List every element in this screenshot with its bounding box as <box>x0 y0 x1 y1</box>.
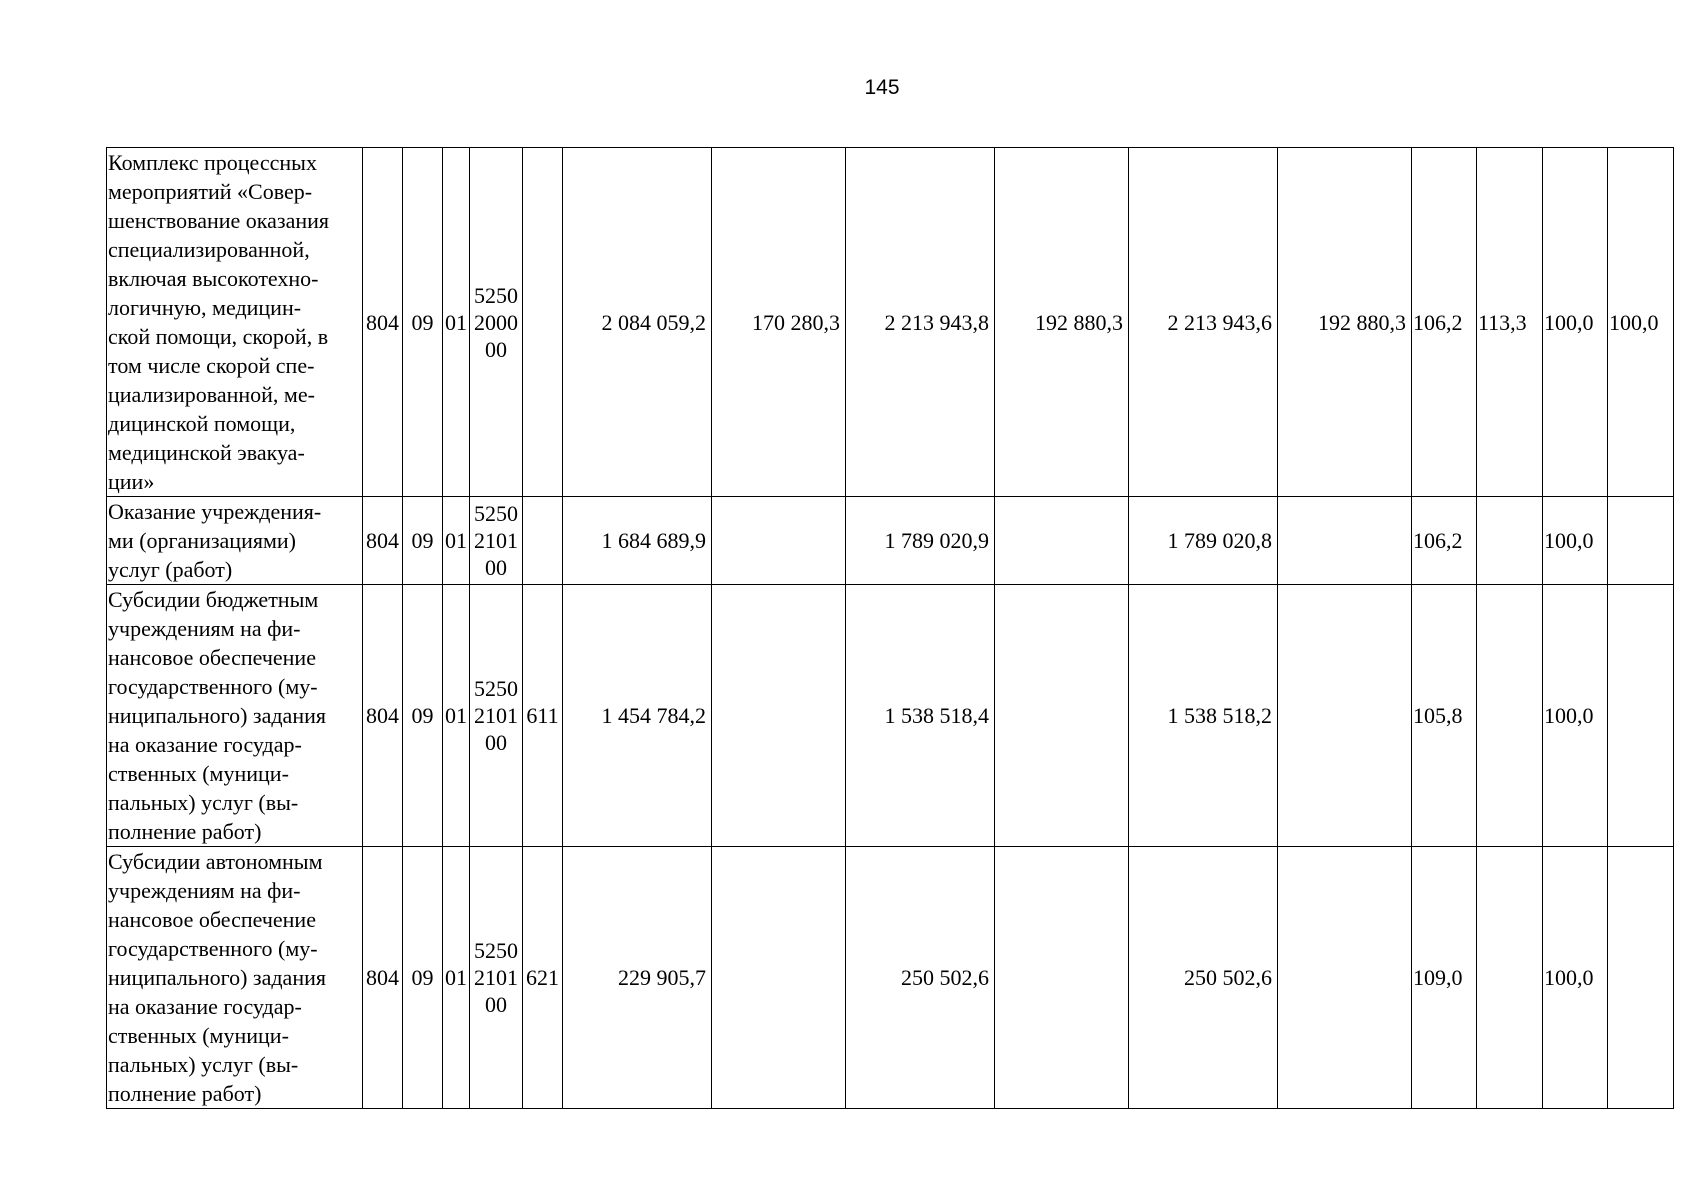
name-line: ственных (муници- <box>108 1023 289 1048</box>
amount-cell: 2 084 059,2 <box>563 148 712 497</box>
percent-cell: 100,0 <box>1543 585 1608 847</box>
name-line: полнение работ) <box>108 819 262 844</box>
amount-cell: 1 789 020,9 <box>846 497 995 585</box>
table-row <box>107 497 1674 585</box>
subsection-code-cell: 01 <box>443 585 470 847</box>
amount-cell: 229 905,7 <box>563 847 712 1109</box>
row-name-cell <box>107 497 363 585</box>
expense-type-cell <box>523 148 563 497</box>
target-article-line: 2101 <box>474 528 518 553</box>
amount-cell <box>1278 585 1412 847</box>
name-line: на оказание государ- <box>108 732 302 757</box>
target-article-line: 2000 <box>474 309 518 335</box>
name-line: услуг (работ) <box>108 557 233 582</box>
target-article-line: 5250 <box>474 501 518 526</box>
expense-type-cell: 621 <box>523 847 563 1109</box>
target-article-cell <box>470 148 523 497</box>
name-line: государственного (му- <box>108 674 318 699</box>
target-article-line: 00 <box>485 992 507 1017</box>
table-row <box>107 847 1674 1109</box>
amount-cell: 1 789 020,8 <box>1129 497 1278 585</box>
percent-cell: 109,0 <box>1412 847 1477 1109</box>
grbs-code-cell: 804 <box>363 497 403 585</box>
name-line: циализированной, ме- <box>108 382 315 407</box>
name-line: учреждениям на фи- <box>108 878 301 903</box>
section-code-cell: 09 <box>403 497 443 585</box>
grbs-code-cell: 804 <box>363 148 403 497</box>
section-code-cell: 09 <box>403 585 443 847</box>
percent-cell <box>1477 847 1543 1109</box>
percent-cell: 100,0 <box>1543 847 1608 1109</box>
percent-cell: 106,2 <box>1412 148 1477 497</box>
amount-cell <box>712 585 846 847</box>
target-article-line: 5250 <box>474 676 518 701</box>
percent-cell: 113,3 <box>1477 148 1543 497</box>
name-line: Субсидии автономным <box>108 849 323 874</box>
amount-cell: 1 538 518,4 <box>846 585 995 847</box>
name-line: ции» <box>108 469 155 494</box>
name-line: Оказание учреждения- <box>108 499 322 524</box>
amount-cell: 1 684 689,9 <box>563 497 712 585</box>
target-article-line: 5250 <box>474 282 518 308</box>
row-name-cell <box>107 585 363 847</box>
name-line: ниципального) задания <box>108 965 326 990</box>
amount-cell: 192 880,3 <box>1278 148 1412 497</box>
amount-cell <box>1278 497 1412 585</box>
percent-cell <box>1608 847 1674 1109</box>
amount-cell: 170 280,3 <box>712 148 846 497</box>
name-line: дицинской помощи, <box>108 411 296 436</box>
expense-type-cell: 611 <box>523 585 563 847</box>
subsection-code-cell: 01 <box>443 847 470 1109</box>
percent-cell <box>1608 497 1674 585</box>
table-row <box>107 585 1674 847</box>
subsection-code-cell: 01 <box>443 497 470 585</box>
percent-cell: 106,2 <box>1412 497 1477 585</box>
name-line: логичную, медицин- <box>108 295 302 320</box>
name-line: на оказание государ- <box>108 994 302 1019</box>
name-line: государственного (му- <box>108 936 318 961</box>
target-article-line: 5250 <box>474 938 518 963</box>
name-line: ниципального) задания <box>108 703 326 728</box>
target-article-line: 00 <box>485 555 507 580</box>
budget-table <box>106 147 1674 1109</box>
grbs-code-cell: 804 <box>363 585 403 847</box>
target-article-line: 2101 <box>474 965 518 990</box>
subsection-code-cell: 01 <box>443 148 470 497</box>
percent-cell: 100,0 <box>1608 148 1674 497</box>
name-line: учреждениям на фи- <box>108 616 301 641</box>
name-line: ми (организациями) <box>108 528 296 553</box>
amount-cell: 250 502,6 <box>1129 847 1278 1109</box>
amount-cell <box>995 847 1129 1109</box>
name-line: ской помощи, скорой, в <box>108 324 329 349</box>
name-line: специализированной, <box>108 237 310 262</box>
target-article-line: 00 <box>485 336 507 362</box>
name-line: нансовое обеспечение <box>108 907 316 932</box>
name-line: включая высокотехно- <box>108 266 319 291</box>
page-number: 145 <box>864 76 900 99</box>
target-article-cell <box>470 497 523 585</box>
row-name-cell <box>107 148 363 497</box>
name-line: медицинской эвакуа- <box>108 440 305 465</box>
name-line: шенствование оказания <box>108 208 330 233</box>
name-line: полнение работ) <box>108 1081 262 1106</box>
percent-cell: 100,0 <box>1543 497 1608 585</box>
target-article-line: 00 <box>485 730 507 755</box>
target-article-line: 2101 <box>474 703 518 728</box>
amount-cell <box>712 497 846 585</box>
amount-cell <box>1278 847 1412 1109</box>
name-line: том числе скорой спе- <box>108 353 315 378</box>
target-article-cell <box>470 847 523 1109</box>
amount-cell: 250 502,6 <box>846 847 995 1109</box>
table-row <box>107 148 1674 497</box>
name-line: нансовое обеспечение <box>108 645 316 670</box>
target-article-cell <box>470 585 523 847</box>
amount-cell <box>712 847 846 1109</box>
grbs-code-cell: 804 <box>363 847 403 1109</box>
section-code-cell: 09 <box>403 148 443 497</box>
percent-cell: 105,8 <box>1412 585 1477 847</box>
percent-cell <box>1477 585 1543 847</box>
name-line: Субсидии бюджетным <box>108 587 319 612</box>
name-line: Комплекс процессных <box>108 150 317 175</box>
amount-cell <box>995 497 1129 585</box>
name-line: пальных) услуг (вы- <box>108 790 299 815</box>
name-line: ственных (муници- <box>108 761 289 786</box>
percent-cell <box>1608 585 1674 847</box>
name-line: пальных) услуг (вы- <box>108 1052 299 1077</box>
row-name-cell <box>107 847 363 1109</box>
percent-cell: 100,0 <box>1543 148 1608 497</box>
section-code-cell: 09 <box>403 847 443 1109</box>
amount-cell: 192 880,3 <box>995 148 1129 497</box>
amount-cell: 2 213 943,8 <box>846 148 995 497</box>
amount-cell: 1 538 518,2 <box>1129 585 1278 847</box>
amount-cell: 1 454 784,2 <box>563 585 712 847</box>
amount-cell <box>995 585 1129 847</box>
expense-type-cell <box>523 497 563 585</box>
percent-cell <box>1477 497 1543 585</box>
name-line: мероприятий «Совер- <box>108 179 313 204</box>
amount-cell: 2 213 943,6 <box>1129 148 1278 497</box>
